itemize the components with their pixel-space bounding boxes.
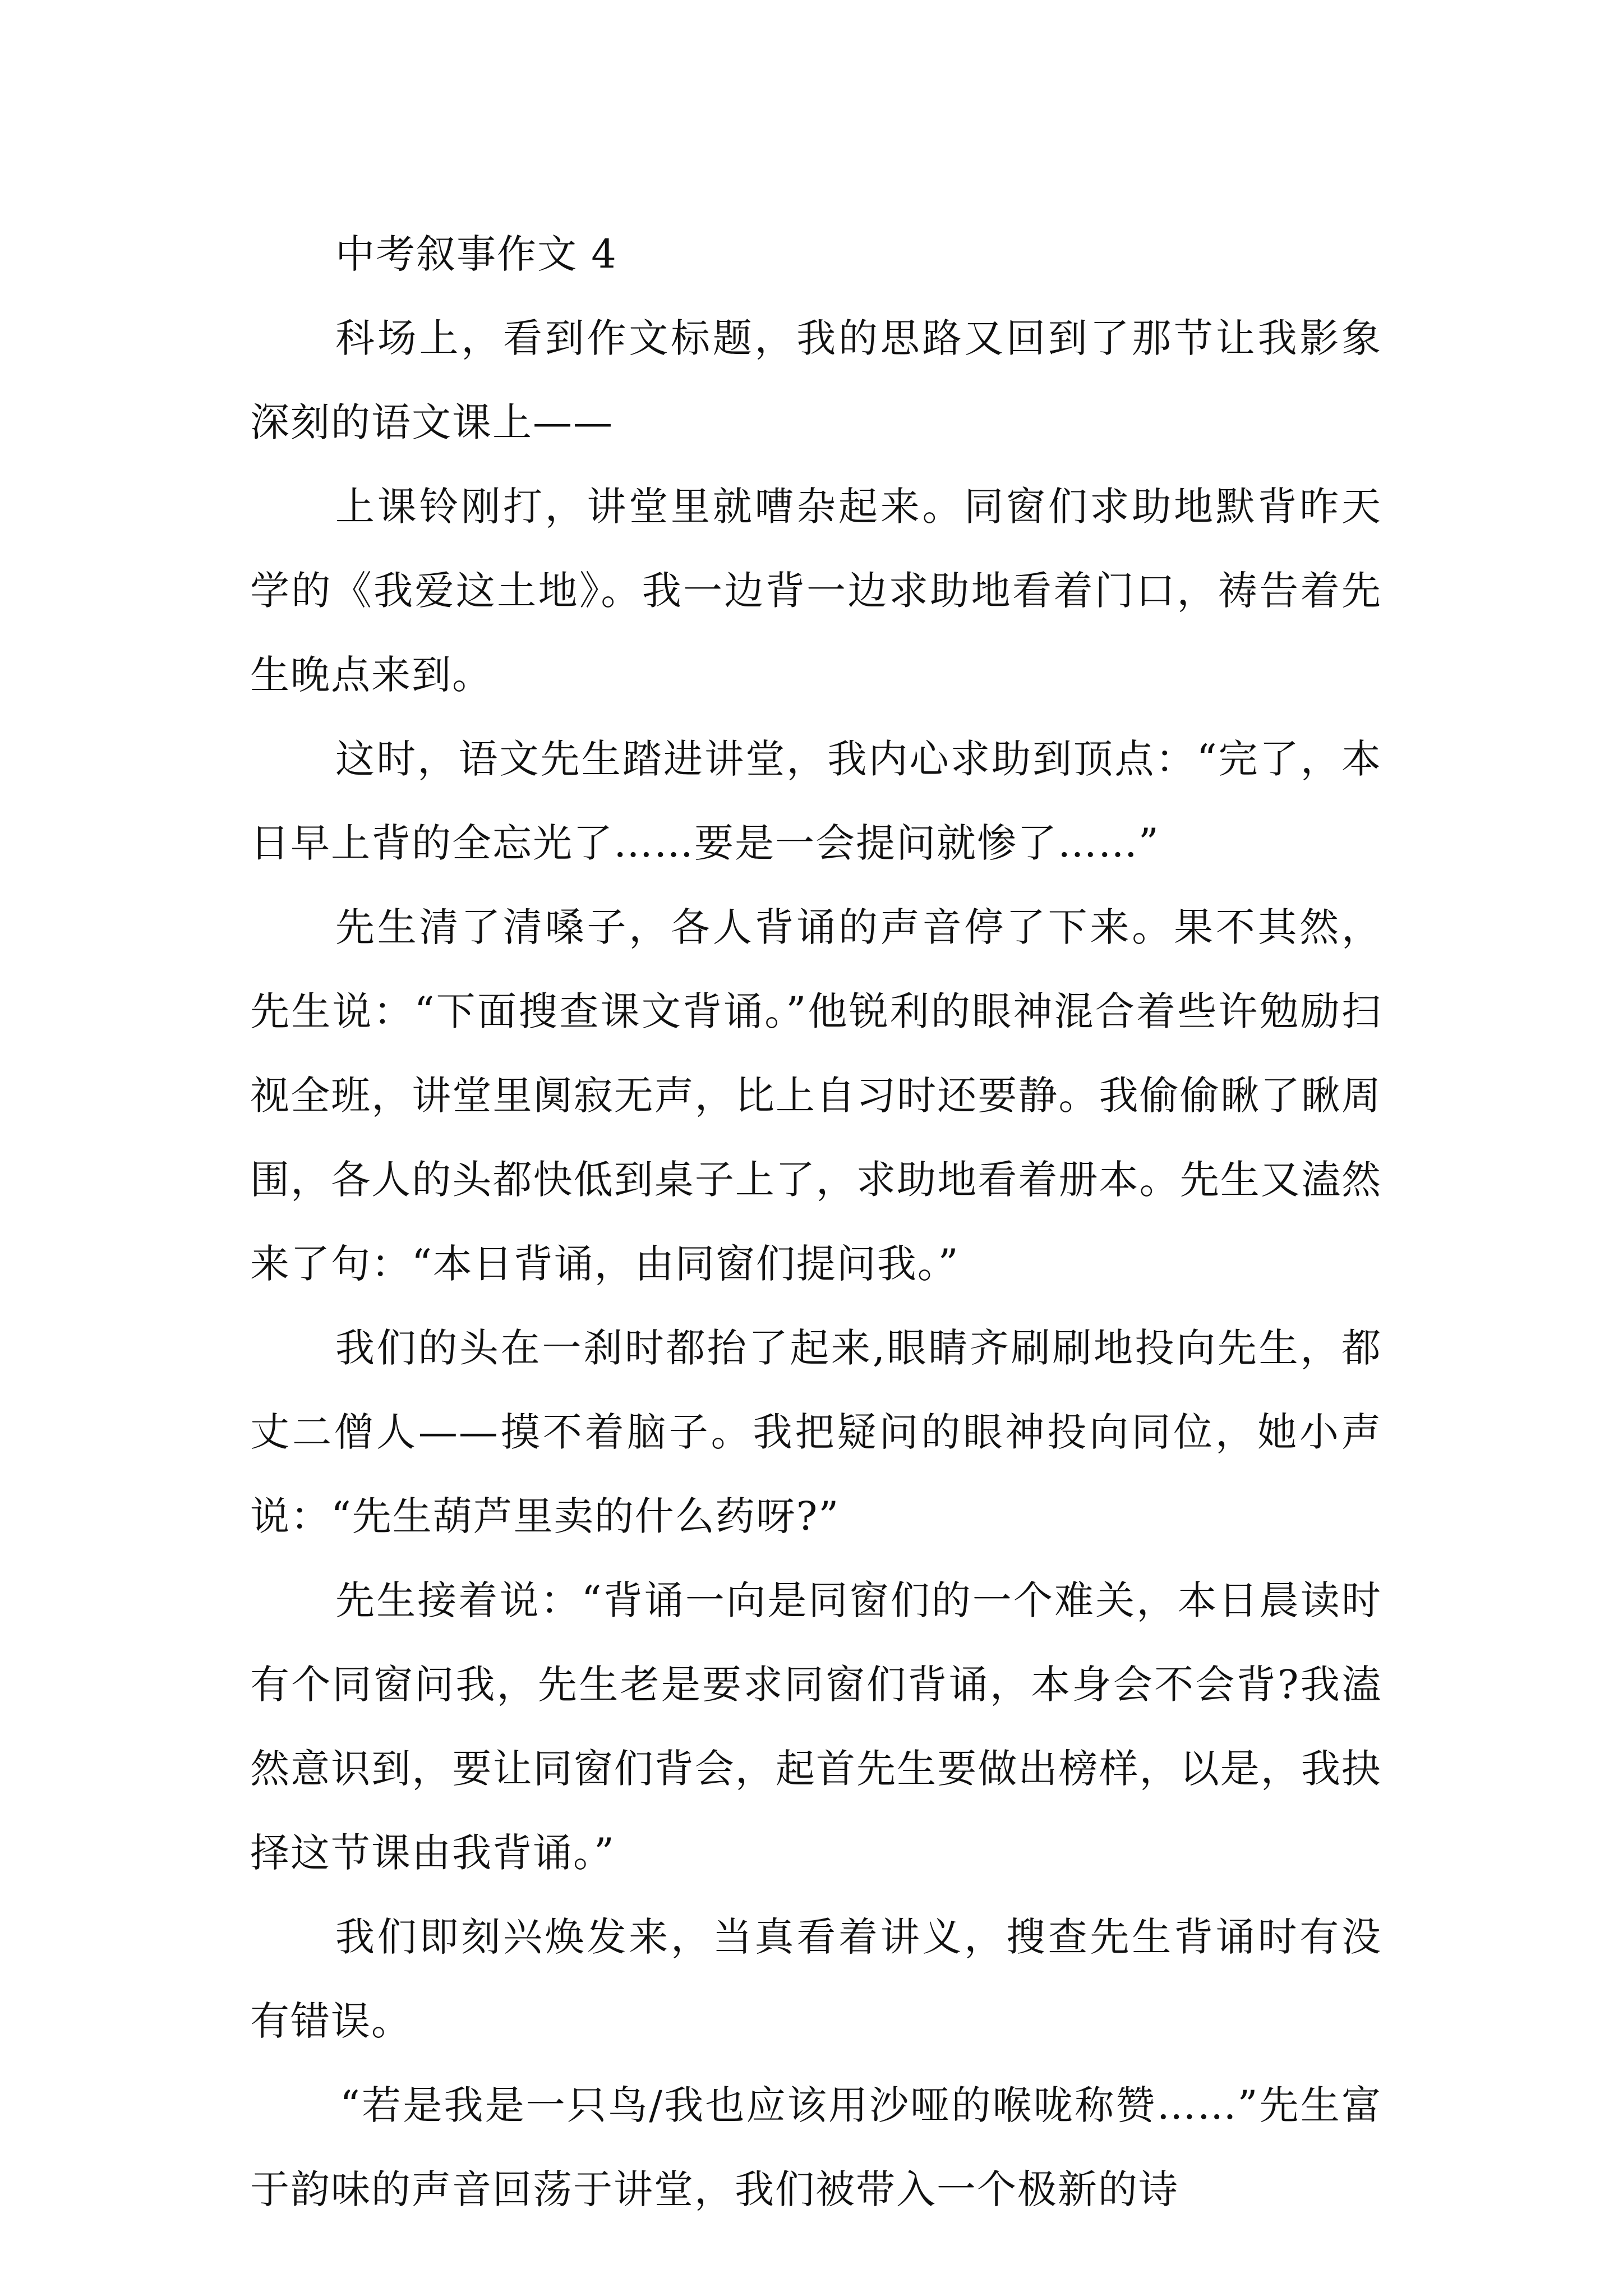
paragraph-1: 科场上，看到作文标题，我的思路又回到了那节让我影象深刻的语文课上—— xyxy=(250,315,1382,445)
paragraph-4: 先生清了清嗓子，各人背诵的声音停了下来。果不其然，先生说：“下面搜查课文背诵。”他锐利的眼神混合着些许勉励扫视全班，讲堂里阒寂无声，比上自习时还要静。我偷偷瞅了瞅周围，各人的头都快低到桌子上了，求助地看着册本。先生又溘然来了句：“本日背诵，由同窗们提问我。” xyxy=(250,904,1382,1287)
paragraph-8: “若是我是一只鸟/我也应该用沙哑的喉咙称赞……”先生富于韵味的声音回荡于讲堂，我们被带入一个极新的诗 xyxy=(250,2082,1382,2212)
paragraph-7: 我们即刻兴焕发来，当真看着讲义，搜查先生背诵时有没有错误。 xyxy=(250,1914,1382,2044)
document-body xyxy=(250,212,1382,2231)
paragraph-2: 上课铃刚打，讲堂里就嘈杂起来。同窗们求助地默背昨天学的《我爱这土地》。我一边背一边求助地看着门口，祷告着先生晚点来到。 xyxy=(250,484,1382,698)
paragraph-6: 先生接着说：“背诵一向是同窗们的一个难关，本日晨读时有个同窗问我，先生老是要求同窗们背诵，本身会不会背?我溘然意识到，要让同窗们背会，起首先生要做出榜样，以是，我抉择这节课由我背诵。” xyxy=(250,1577,1382,1876)
document-title: 中考叙事作文 4 xyxy=(335,231,617,277)
paragraph-5: 我们的头在一刹时都抬了起来,眼睛齐刷刷地投向先生，都丈二僧人——摸不着脑子。我把疑问的眼神投向同位，她小声说：“先生葫芦里卖的什么药呀?” xyxy=(250,1325,1382,1539)
paragraph-3: 这时，语文先生踏进讲堂，我内心求助到顶点：“完了，本日早上背的全忘光了……要是一会提问就惨了……” xyxy=(250,736,1382,866)
